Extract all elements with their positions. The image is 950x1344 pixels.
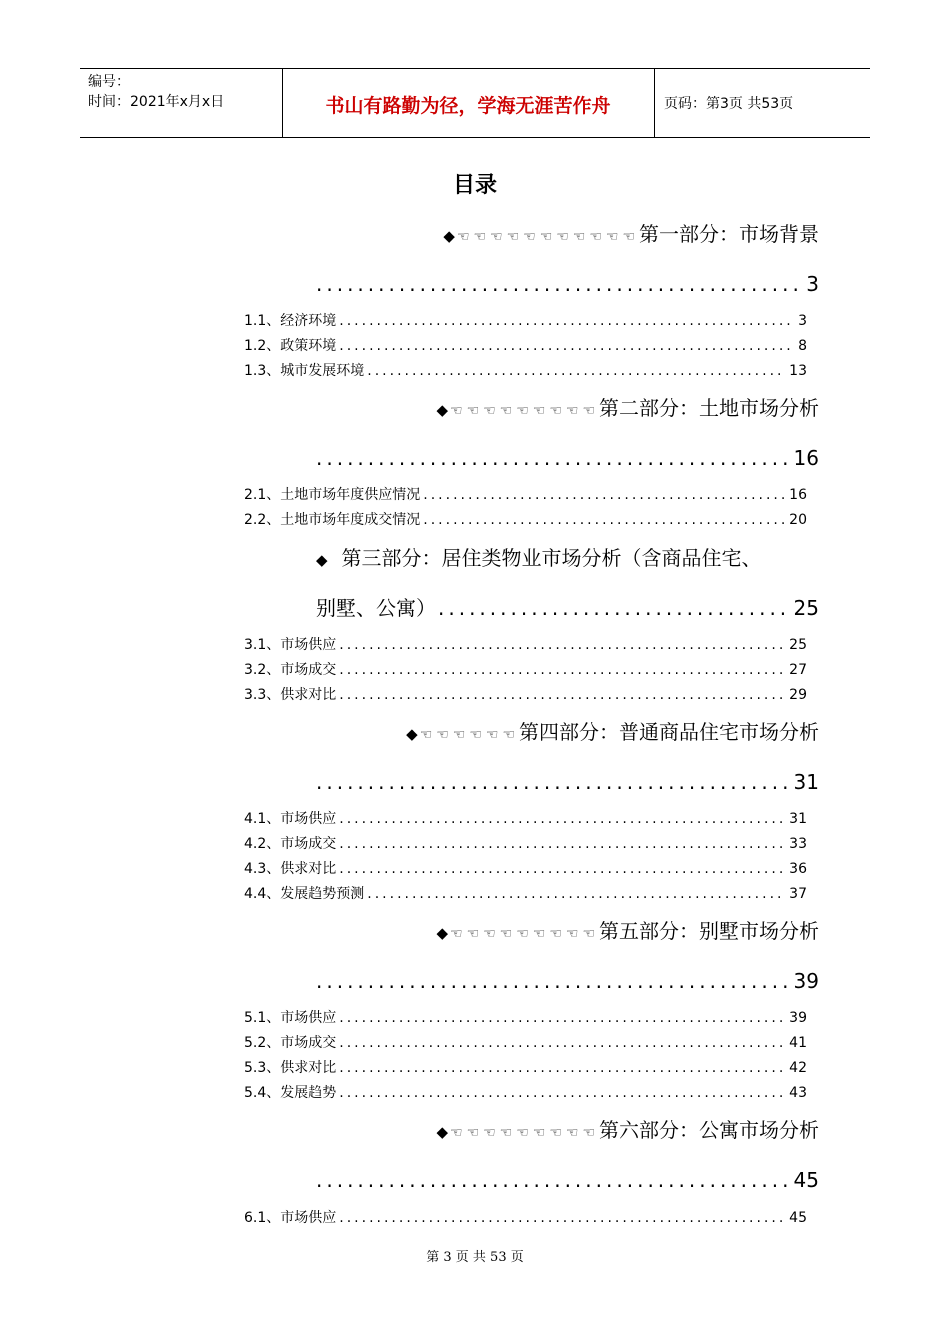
diamond-icon: ◆: [436, 924, 449, 942]
entry-label: 4.4、发展趋势预测: [244, 886, 365, 902]
header-meta: [88, 72, 224, 112]
toc-entry[interactable]: [244, 1034, 807, 1052]
diamond-icon: ◆: [436, 1123, 449, 1141]
toc-title: 目录: [452, 173, 497, 198]
toc-entry[interactable]: [244, 661, 807, 679]
header-page-info: 页码：第3页 共53页: [664, 96, 794, 112]
section-page-number: 25: [793, 596, 819, 620]
entry-label: 3.1、市场供应: [244, 637, 337, 653]
section-leader: [316, 768, 819, 796]
dot-leader: [339, 661, 786, 679]
section-page-number: 39: [793, 969, 819, 993]
toc-entry[interactable]: [244, 362, 807, 380]
section-leader: [316, 594, 819, 622]
entry-page-number: 33: [789, 836, 807, 852]
entry-page-number: 31: [789, 811, 807, 827]
entry-label: 1.2、政策环境: [244, 338, 337, 354]
entry-page-number: 43: [789, 1085, 807, 1101]
section-title: 第四部分：普通商品住宅市场分析: [519, 720, 819, 744]
entry-label: 4.3、供求对比: [244, 861, 337, 877]
toc-entry[interactable]: [244, 1209, 807, 1227]
entry-label: 4.2、市场成交: [244, 836, 337, 852]
header-motto: 书山有路勤为径，学海无涯苦作舟: [325, 95, 611, 117]
entry-page-number: 13: [789, 363, 807, 379]
dot-leader: [339, 1084, 786, 1102]
toc-entry[interactable]: [244, 686, 807, 704]
section-title: 第六部分：公寓市场分析: [599, 1118, 819, 1142]
toc-entry[interactable]: [244, 337, 807, 355]
toc-entry[interactable]: [244, 1009, 807, 1027]
section-leader: [316, 270, 819, 298]
dot-leader: [339, 835, 786, 853]
dot-leader: [339, 1059, 786, 1077]
entry-label: 1.1、经济环境: [244, 313, 337, 329]
entry-label: 6.1、市场供应: [244, 1210, 337, 1226]
pointing-hand-icon: ☜☜☜☜☜☜☜☜☜: [450, 1125, 599, 1141]
section-heading[interactable]: [436, 917, 819, 948]
section-title: 第三部分：居住类物业市场分析（含商品住宅、: [341, 546, 762, 570]
page-footer: 第 3 页 共 53 页: [426, 1250, 524, 1265]
entry-page-number: 36: [789, 861, 807, 877]
section-title: 第一部分：市场背景: [639, 222, 819, 246]
toc-entry[interactable]: [244, 860, 807, 878]
toc-entry[interactable]: [244, 810, 807, 828]
toc-entry[interactable]: [244, 511, 807, 529]
header-divider: [654, 69, 655, 137]
dot-leader: [339, 810, 786, 828]
section-page-number: 45: [793, 1168, 819, 1192]
toc-entry[interactable]: [244, 885, 807, 903]
section-leader: [316, 967, 819, 995]
entry-label: 5.4、发展趋势: [244, 1085, 337, 1101]
dot-leader: [339, 1009, 786, 1027]
section-title: 第五部分：别墅市场分析: [599, 919, 819, 943]
entry-label: 5.3、供求对比: [244, 1060, 337, 1076]
entry-page-number: 42: [789, 1060, 807, 1076]
entry-label: 5.1、市场供应: [244, 1010, 337, 1026]
dot-leader: [316, 967, 792, 995]
dot-leader: [438, 594, 792, 622]
diamond-icon: ◆: [436, 401, 449, 419]
entry-page-number: 27: [789, 662, 807, 678]
diamond-icon: ◆: [406, 725, 418, 743]
entry-label: 3.3、供求对比: [244, 687, 337, 703]
dot-leader: [339, 686, 786, 704]
entry-page-number: 41: [789, 1035, 807, 1051]
toc-entry[interactable]: [244, 835, 807, 853]
dot-leader: [423, 511, 786, 529]
page-header: [80, 68, 870, 138]
section-heading[interactable]: [436, 1116, 819, 1147]
entry-page-number: 20: [789, 512, 807, 528]
diamond-icon: ◆: [443, 227, 455, 245]
section-heading[interactable]: [406, 718, 819, 749]
pointing-hand-icon: ☜☜☜☜☜☜☜☜☜☜☜: [456, 229, 639, 245]
section-title-continued: 别墅、公寓）: [316, 596, 436, 620]
dot-leader: [423, 486, 786, 504]
dot-leader: [316, 270, 804, 298]
entry-label: 2.1、土地市场年度供应情况: [244, 487, 421, 503]
section-page-number: 31: [793, 770, 819, 794]
section-page-number: 3: [806, 272, 819, 296]
pointing-hand-icon: ☜☜☜☜☜☜☜☜☜: [450, 926, 599, 942]
dot-leader: [339, 860, 786, 878]
entry-label: 2.2、土地市场年度成交情况: [244, 512, 421, 528]
pointing-hand-icon: ☜☜☜☜☜☜: [419, 727, 519, 743]
entry-label: 4.1、市场供应: [244, 811, 337, 827]
diamond-icon: ◆: [316, 551, 328, 569]
entry-page-number: 25: [789, 637, 807, 653]
entry-page-number: 8: [798, 338, 807, 354]
toc-entry[interactable]: [244, 1084, 807, 1102]
dot-leader: [339, 1034, 786, 1052]
dot-leader: [316, 768, 792, 796]
entry-label: 5.2、市场成交: [244, 1035, 337, 1051]
toc-entry[interactable]: [244, 486, 807, 504]
entry-label: 3.2、市场成交: [244, 662, 337, 678]
dot-leader: [339, 312, 795, 330]
dot-leader: [316, 1166, 792, 1194]
dot-leader: [367, 362, 786, 380]
dot-leader: [339, 337, 795, 355]
entry-page-number: 37: [789, 886, 807, 902]
section-page-number: 16: [793, 446, 819, 470]
pointing-hand-icon: ☜☜☜☜☜☜☜☜☜: [450, 403, 599, 419]
dot-leader: [367, 885, 786, 903]
dot-leader: [316, 444, 792, 472]
entry-page-number: 29: [789, 687, 807, 703]
dot-leader: [339, 636, 786, 654]
section-heading[interactable]: [436, 394, 819, 425]
entry-page-number: 39: [789, 1010, 807, 1026]
entry-page-number: 45: [789, 1210, 807, 1226]
serial-label: 编号：: [88, 74, 130, 90]
entry-label: 1.3、城市发展环境: [244, 363, 365, 379]
time-label: 时间：2021年x月x日: [88, 94, 225, 110]
section-leader: [316, 444, 819, 472]
section-heading[interactable]: [316, 544, 762, 574]
section-title: 第二部分：土地市场分析: [599, 396, 819, 420]
section-leader: [316, 1166, 819, 1194]
dot-leader: [339, 1209, 786, 1227]
entry-page-number: 16: [789, 487, 807, 503]
toc-entry[interactable]: [244, 1059, 807, 1077]
section-heading[interactable]: [443, 220, 819, 251]
toc-entry[interactable]: [244, 636, 807, 654]
toc-entry[interactable]: [244, 312, 807, 330]
entry-page-number: 3: [798, 313, 807, 329]
